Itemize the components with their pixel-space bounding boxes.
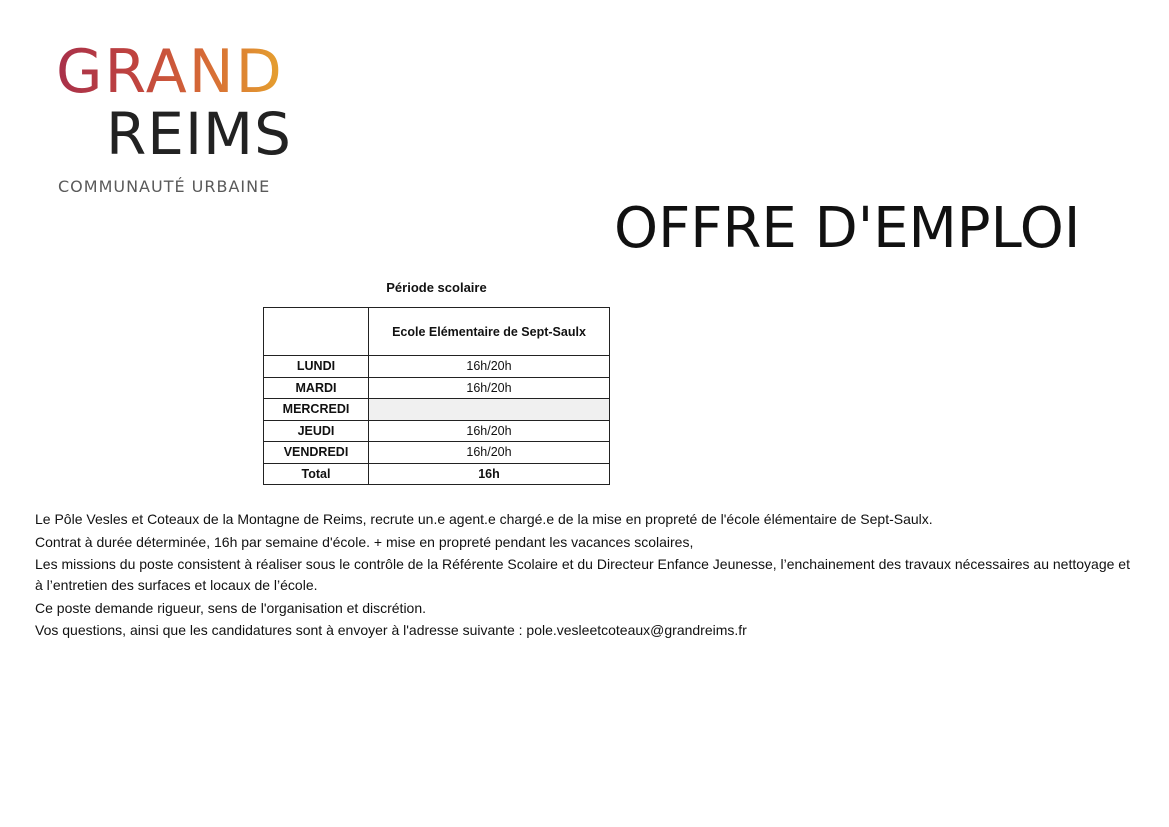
logo-grand-text: GRAND: [56, 37, 284, 107]
schedule-day: VENDREDI: [264, 442, 369, 464]
page-title: OFFRE D'EMPLOI: [614, 196, 1081, 261]
table-row: [264, 442, 610, 464]
schedule-day: MERCREDI: [264, 399, 369, 421]
description-paragraph: Vos questions, ainsi que les candidatures sont à envoyer à l'adresse suivante : pole.vesleetcoteaux@grandreims.fr: [35, 622, 747, 638]
job-description: [35, 509, 1135, 643]
schedule-total-label: Total: [264, 463, 369, 485]
grand-reims-logo: [56, 37, 306, 200]
schedule-period-label: Période scolaire: [386, 280, 487, 295]
logo-reims-text: REIMS: [106, 100, 292, 168]
schedule-hours: [369, 399, 610, 421]
logo-subtitle: COMMUNAUTÉ URBAINE: [58, 177, 271, 196]
table-row: [264, 377, 610, 399]
schedule-day: LUNDI: [264, 356, 369, 378]
schedule-day: JEUDI: [264, 420, 369, 442]
schedule-hours: 16h/20h: [369, 442, 610, 464]
schedule-header-row: [264, 308, 610, 356]
schedule-hours: 16h/20h: [369, 377, 610, 399]
table-row: [264, 420, 610, 442]
schedule-total-hours: 16h: [369, 463, 610, 485]
schedule-header-school: Ecole Elémentaire de Sept-Saulx: [369, 308, 610, 356]
schedule-day: MARDI: [264, 377, 369, 399]
description-paragraph: Les missions du poste consistent à réaliser sous le contrôle de la Référente Scolaire et du Directeur Enfance Jeunesse, l’enchainement des travaux nécessaires au nettoyage et à l’entretien des surfaces et locaux de l’école.: [35, 556, 1130, 593]
schedule-table: [263, 307, 610, 485]
table-row: [264, 356, 610, 378]
schedule-total-row: [264, 463, 610, 485]
description-paragraph: Contrat à durée déterminée, 16h par semaine d'école. + mise en propreté pendant les vacances scolaires,: [35, 533, 694, 550]
schedule-hours: 16h/20h: [369, 356, 610, 378]
table-row: [264, 399, 610, 421]
description-paragraph: Le Pôle Vesles et Coteaux de la Montagne de Reims, recrute un.e agent.e chargé.e de la mise en propreté de l'école élémentaire de Sept-Saulx.: [35, 511, 933, 527]
description-paragraph: Ce poste demande rigueur, sens de l'organisation et discrétion.: [35, 599, 427, 616]
schedule-header-empty: [264, 308, 369, 356]
schedule-hours: 16h/20h: [369, 420, 610, 442]
